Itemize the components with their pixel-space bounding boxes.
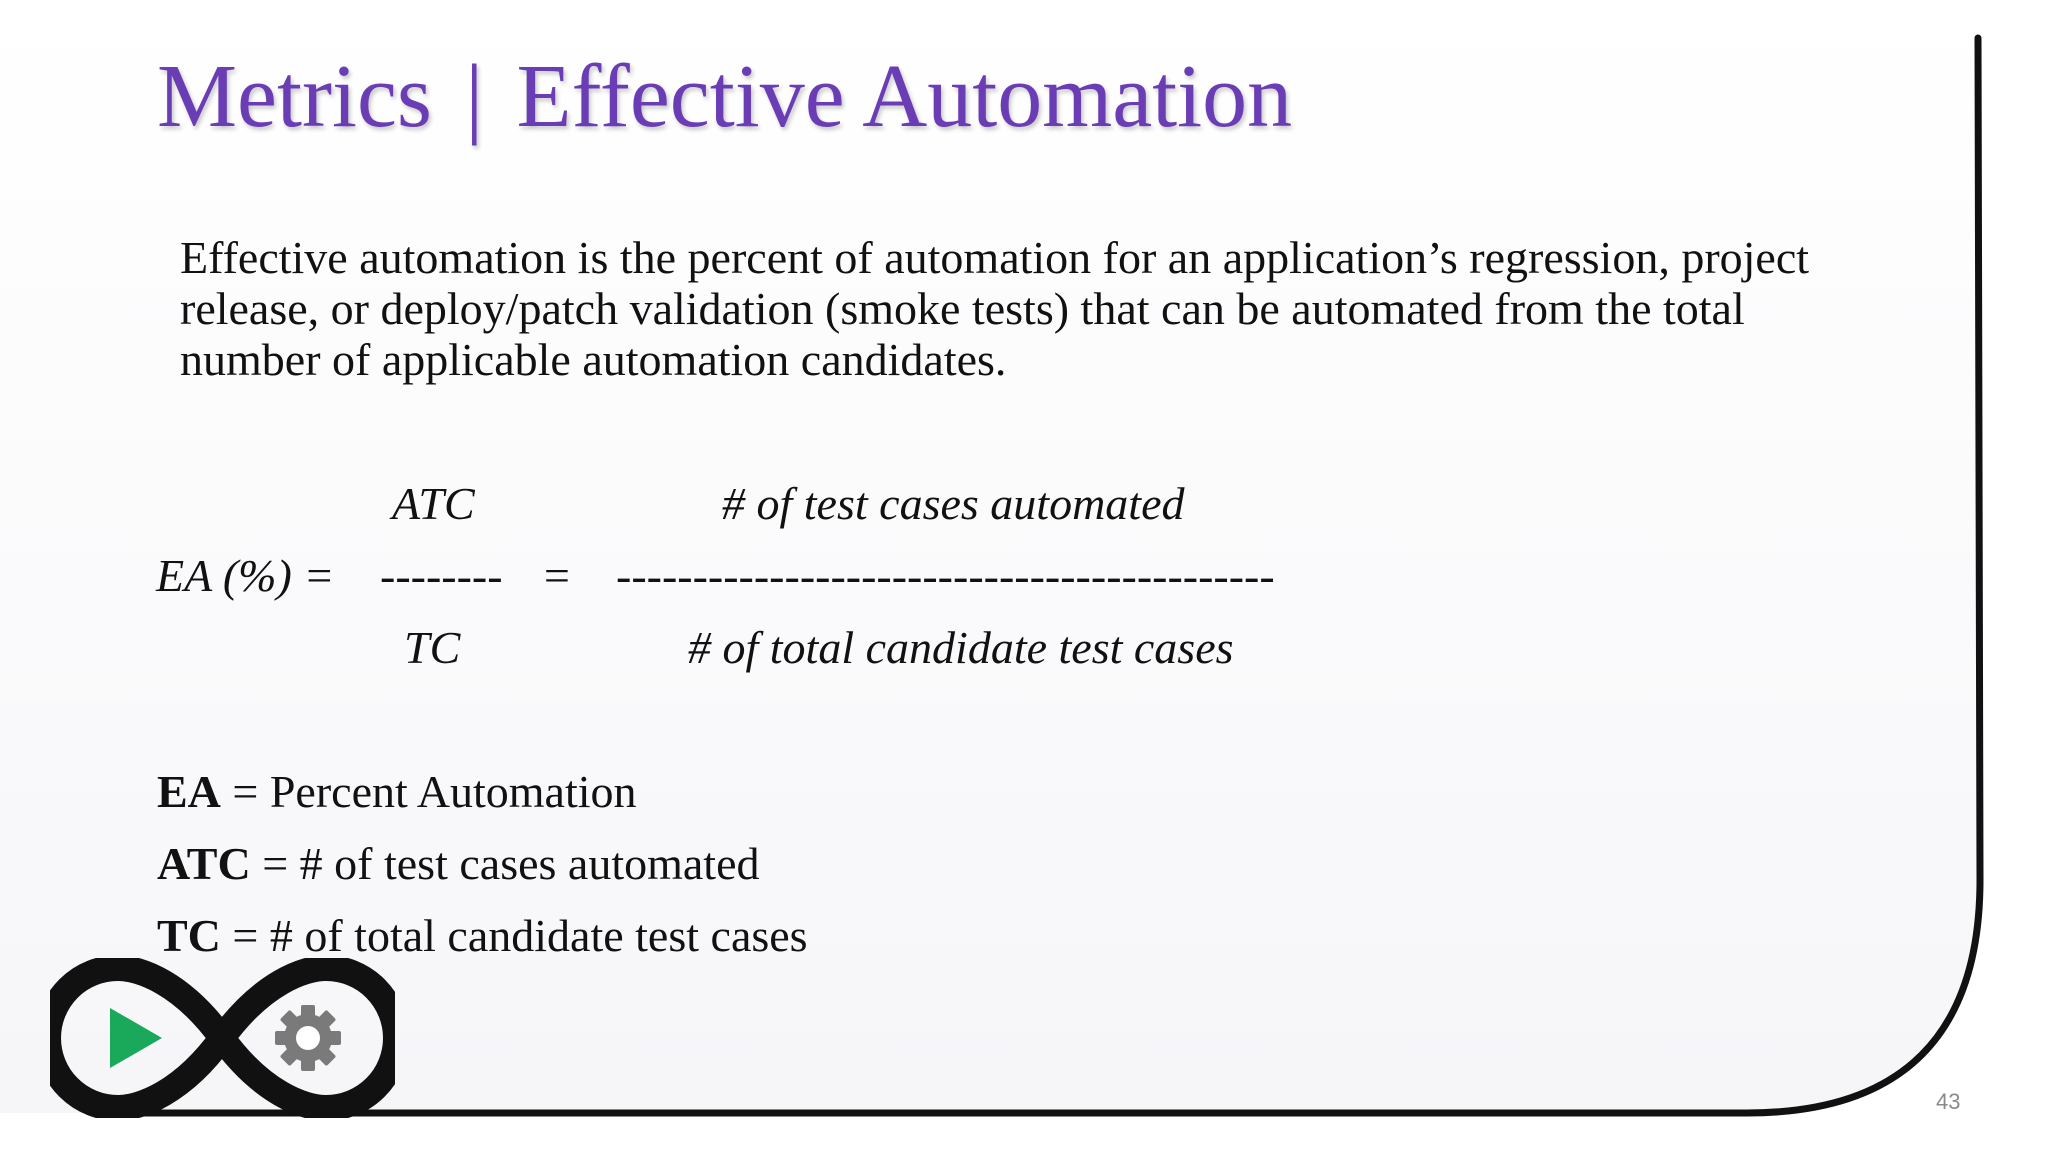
formula-fraction-line-short: -------- [380,550,503,601]
page-number: 43 [1936,1089,1961,1114]
infinity-loop-icon [50,968,395,1108]
definition-text: = Percent Automation [220,766,637,817]
formula-lhs: EA (%) = [156,550,335,601]
definition-item [157,910,808,961]
title-separator: | [465,47,484,146]
description-text: Effective automation is the percent of automation for an application’s regression, project release, or deploy/patch validation (smoke tests) that can be automated from the total number of applicable automation candidates. [180,232,1810,385]
formula-denominator-long: # of total candidate test cases [688,622,1234,673]
formula-numerator-short: ATC [392,478,475,529]
formula-fraction-line-long: ------------------------------------------- [616,550,1275,601]
definition-term: ATC [157,838,251,889]
definition-item [157,838,760,889]
play-icon [110,1008,162,1068]
definition-item [157,766,637,817]
definition-term: EA [157,766,221,817]
slide-title [157,47,1293,146]
formula-denominator-short: TC [404,622,461,673]
gear-icon [275,1005,341,1071]
definition-text: = # of test cases automated [250,838,760,889]
title-part1: Metrics [157,47,432,146]
title-part2: Effective Automation [516,47,1293,146]
definition-term: TC [157,910,221,961]
logo [50,958,395,1118]
formula-numerator-long: # of test cases automated [722,478,1185,529]
formula-equals: = [541,550,573,601]
definition-text: = # of total candidate test cases [220,910,808,961]
